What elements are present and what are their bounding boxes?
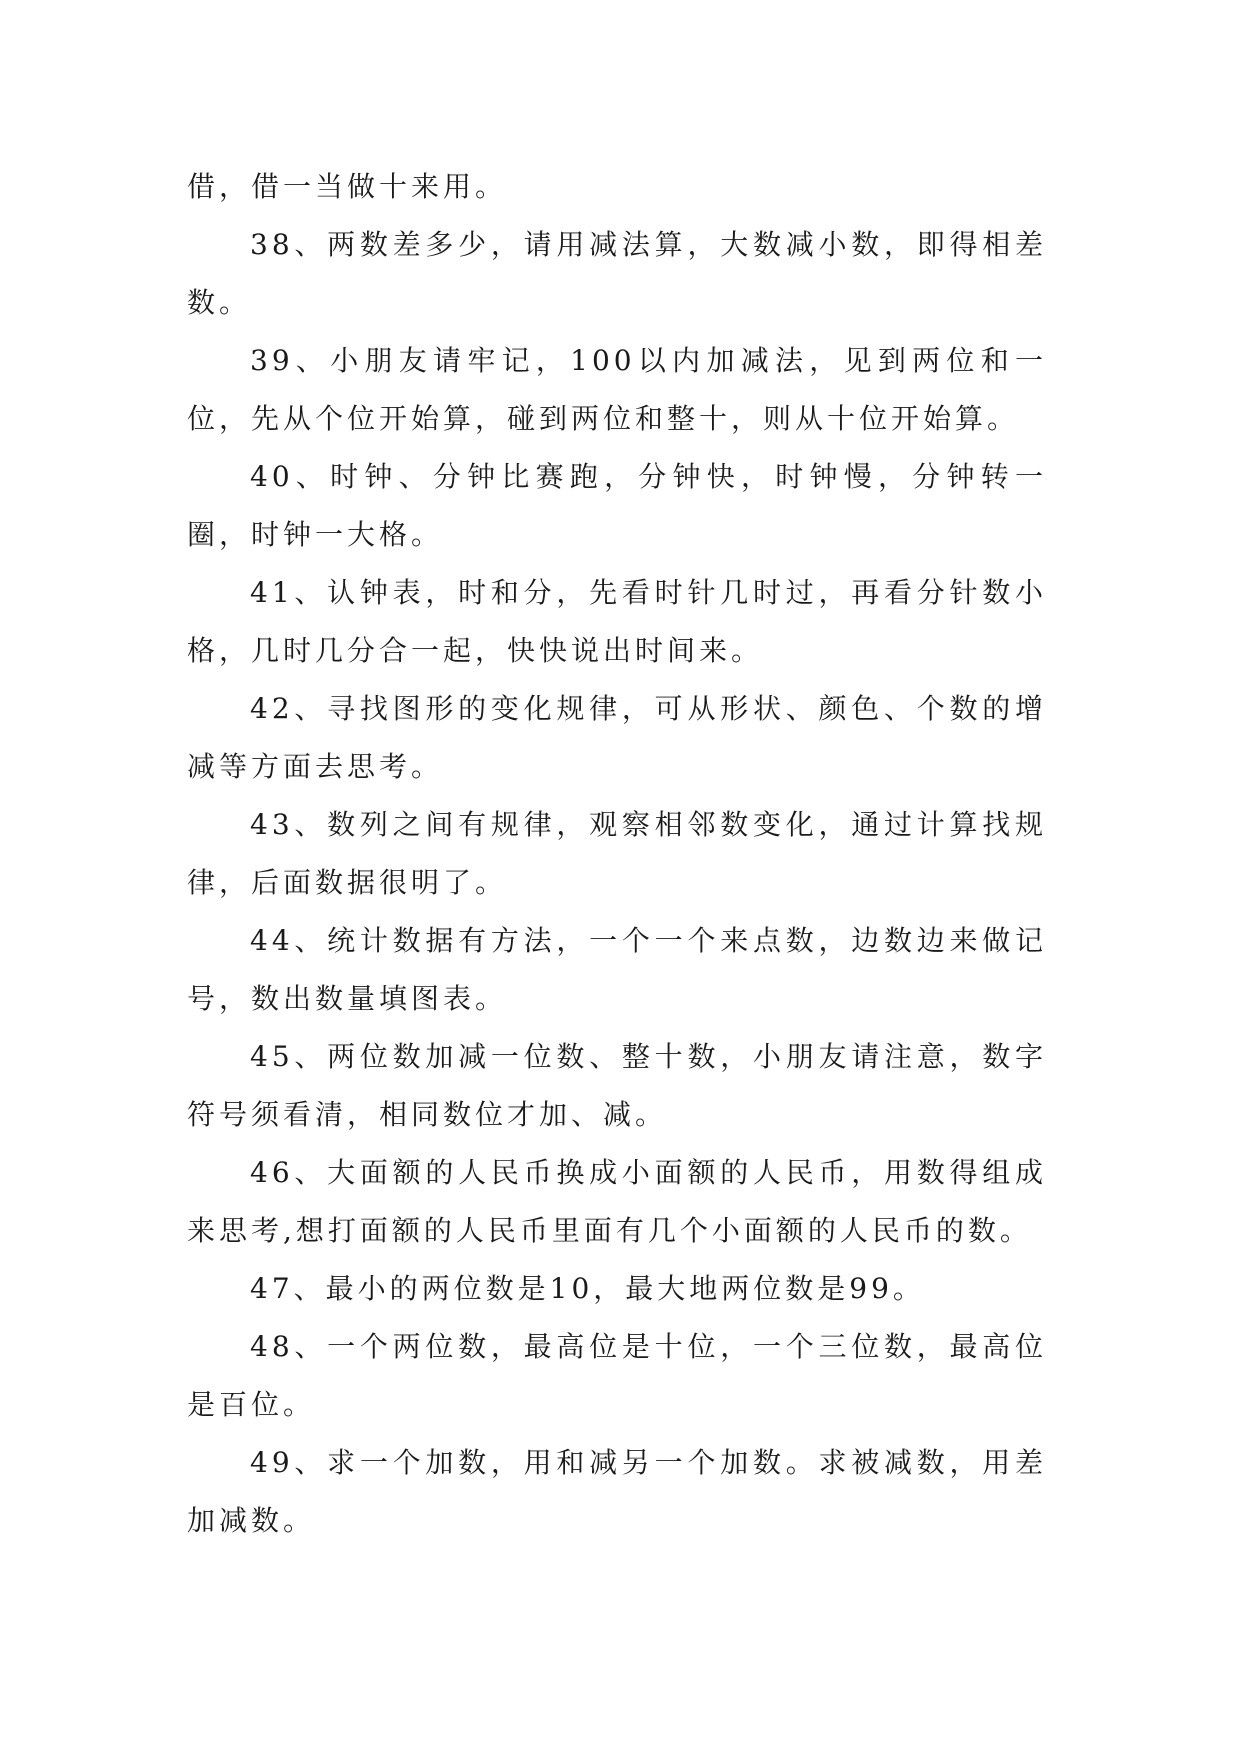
paragraph-48: 48、一个两位数，最高位是十位，一个三位数，最高位是百位。 [187, 1330, 1047, 1421]
paragraph-46: 46、大面额的人民币换成小面额的人民币，用数得组成来思考,想打面额的人民币里面有几个小面额的人民币的数。 [187, 1156, 1047, 1247]
paragraph-43: 43、数列之间有规律，观察相邻数变化，通过计算找规律，后面数据很明了。 [187, 808, 1047, 899]
paragraph-47: 47、最小的两位数是10，最大地两位数是99。 [250, 1272, 925, 1305]
paragraph-49: 49、求一个加数，用和减另一个加数。求被减数，用差加减数。 [187, 1446, 1047, 1537]
paragraph-44: 44、统计数据有方法，一个一个来点数，边数边来做记号，数出数量填图表。 [187, 924, 1047, 1015]
paragraph-42: 42、寻找图形的变化规律，可从形状、颜色、个数的增减等方面去思考。 [187, 692, 1047, 783]
paragraph-45: 45、两位数加减一位数、整十数，小朋友请注意，数字符号须看清，相同数位才加、减。 [187, 1040, 1047, 1131]
paragraph-41: 41、认钟表，时和分，先看时针几时过，再看分针数小格，几时几分合一起，快快说出时间来。 [187, 576, 1047, 667]
paragraph-39: 39、小朋友请牢记，100以内加减法，见到两位和一位，先从个位开始算，碰到两位和整十，则从十位开始算。 [187, 344, 1047, 435]
paragraph-38: 38、两数差多少，请用减法算，大数减小数，即得相差数。 [187, 228, 1047, 319]
document-body [187, 158, 1047, 1550]
paragraph-40: 40、时钟、分钟比赛跑，分钟快，时钟慢，分钟转一圈，时钟一大格。 [187, 460, 1047, 551]
paragraph-continued: 借，借一当做十来用。 [187, 170, 508, 203]
